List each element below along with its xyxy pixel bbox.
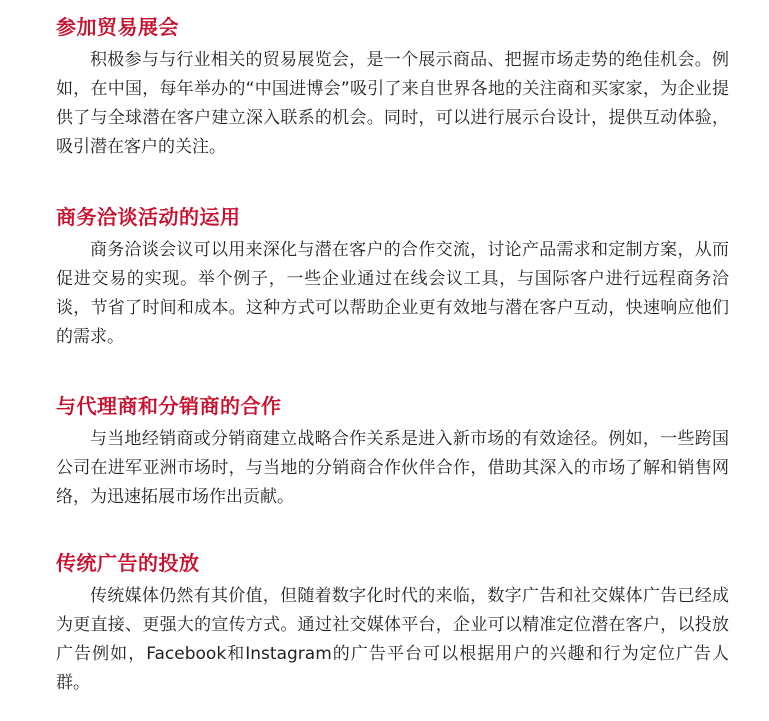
section-paragraph: 积极参与与行业相关的贸易展览会，是一个展示商品、把握市场走势的绝佳机会。例如，在中国，每年举办的“中国进博会”吸引了来自世界各地的关注商和买家家，为企业提供了与全球潜在客户建立深入联系的机会。同时，可以进行展示台设计，提供互动体验，吸引潜在客户的关注。 (56, 50, 729, 157)
section-heading: 参加贸易展会 (56, 15, 179, 39)
section-traditional-ads (56, 550, 729, 698)
section-heading: 商务洽谈活动的运用 (56, 205, 241, 229)
section-paragraph: 商务洽谈会议可以用来深化与潜在客户的合作交流，讨论产品需求和定制方案，从而促进交易的实现。举个例子，一些企业通过在线会议工具，与国际客户进行远程商务洽谈，节省了时间和成本。这种方式可以帮助企业更有效地与潜在客户互动，快速响应他们的需求。 (56, 240, 729, 347)
section-agent-distributor (56, 393, 729, 512)
section-heading: 传统广告的投放 (56, 551, 200, 575)
section-heading: 与代理商和分销商的合作 (56, 394, 282, 418)
section-business-negotiation (56, 204, 729, 352)
section-paragraph: 与当地经销商或分销商建立战略合作关系是进入新市场的有效途径。例如，一些跨国公司在进军亚洲市场时，与当地的分销商合作伙伴合作，借助其深入的市场了解和销售网络，为迅速拓展市场作出贡献。 (56, 429, 729, 507)
section-paragraph: 传统媒体仍然有其价值，但随着数字化时代的来临，数字广告和社交媒体广告已经成为更直接、更强大的宣传方式。通过社交媒体平台，企业可以精准定位潜在客户，以投放广告例如，Facebook和Instagram的广告平台可以根据用户的兴趣和行为定位广告人群。 (56, 586, 729, 693)
section-trade-fair (56, 14, 729, 162)
